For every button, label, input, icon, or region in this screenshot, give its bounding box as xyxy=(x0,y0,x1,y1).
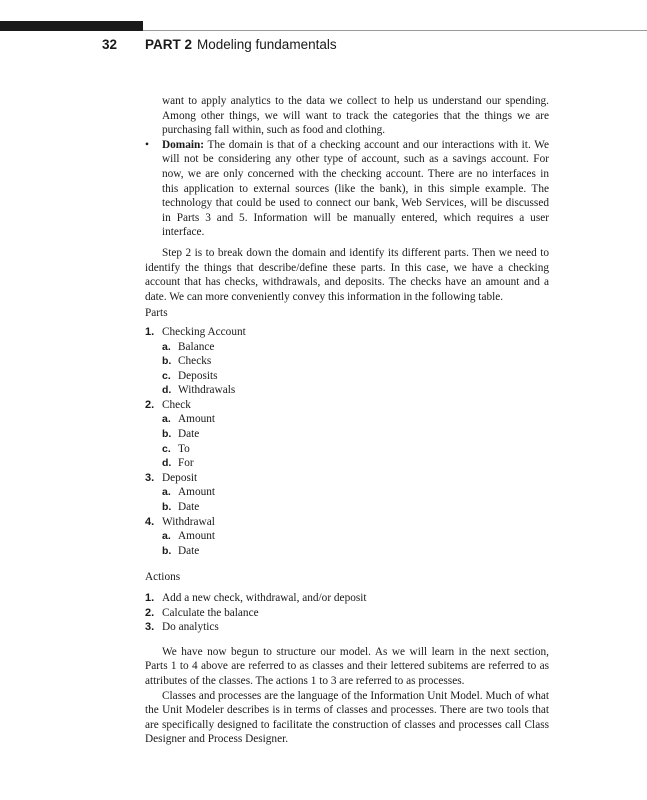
list-number: 1. xyxy=(145,325,155,338)
actions-list xyxy=(145,591,549,635)
attribute-item xyxy=(162,340,549,355)
list-number: 3. xyxy=(145,471,155,484)
parts-list-item xyxy=(145,515,549,559)
attribute-item xyxy=(162,456,549,471)
action-name: Do analytics xyxy=(162,621,219,634)
attribute-name: Balance xyxy=(178,340,215,353)
header-bar xyxy=(0,21,143,31)
attribute-list xyxy=(162,412,549,470)
part-label: PART 2 xyxy=(145,37,193,52)
paragraph-closing-1: We have now begun to structure our model. As we will learn in the next section, Parts 1 to 4 above are referred to as classes and their lettered subitems are referred to as attributes of the classes. The actions 1 to 3 are referred to as processes. xyxy=(145,645,549,687)
list-number: 2. xyxy=(145,606,155,619)
list-letter: c. xyxy=(162,442,171,455)
attribute-item xyxy=(162,412,549,427)
attribute-name: Date xyxy=(178,428,200,441)
list-number: 1. xyxy=(145,592,155,604)
attribute-item xyxy=(162,485,549,500)
bullet-text xyxy=(162,138,549,240)
header-rule xyxy=(143,30,647,31)
paragraph-step2: Step 2 is to break down the domain and identify its different parts. Then we need to identify the things that describe/define these parts. In this case, we have a checking account that has checks, withdrawals, and deposits. The checks have an amount and a date. We can more conveniently convey this information in the following table. xyxy=(145,246,549,303)
attribute-name: Amount xyxy=(178,486,216,499)
list-letter: b. xyxy=(162,355,172,368)
page-body xyxy=(145,94,549,747)
list-letter: b. xyxy=(162,544,172,557)
bullet-domain xyxy=(145,138,549,240)
list-number: 3. xyxy=(145,621,155,634)
attribute-name: Deposits xyxy=(178,369,218,382)
list-letter: d. xyxy=(162,457,172,470)
attribute-name: For xyxy=(178,457,194,470)
action-name: Calculate the balance xyxy=(162,606,259,619)
bullet-term: Domain: xyxy=(162,138,205,151)
list-letter: d. xyxy=(162,384,172,397)
attribute-item xyxy=(162,427,549,442)
attribute-name: Date xyxy=(178,544,200,557)
attribute-list xyxy=(162,485,549,514)
attribute-item xyxy=(162,529,549,544)
attribute-name: Withdrawals xyxy=(178,384,236,397)
list-letter: a. xyxy=(162,413,171,426)
parts-list-item xyxy=(145,398,549,471)
attribute-item xyxy=(162,544,549,559)
parts-list-item xyxy=(145,471,549,515)
attribute-name: Amount xyxy=(178,530,216,543)
bullet-body: The domain is that of a checking account and our interactions with it. We will not be considering any other type of account, such as a savings account. For now, we are only concerned with the checking account. There are no interfaces in this application to external sources (like the bank), in this simple example. The technology that could be used to connect our bank, Web Services, will be discussed in Parts 3 and 5. Information will be manually entered, which requires a user interface. xyxy=(162,138,549,239)
attribute-item xyxy=(162,500,549,515)
parts-list xyxy=(145,325,549,559)
bullet-continuation: want to apply analytics to the data we collect to help us understand our spending. Among other things, we will want to track the categories that the things we are purchasing fall within, such as food and clothing. xyxy=(162,95,549,137)
paragraph-closing-2: Classes and processes are the language of the Information Unit Model. Much of what the Unit Modeler describes is in terms of classes and processes. There are two tools that are specifically designed to facilitate the construction of classes and processes call Class Designer and Process Designer. xyxy=(145,689,549,746)
attribute-item xyxy=(162,354,549,369)
list-letter: a. xyxy=(162,340,171,353)
list-letter: a. xyxy=(162,486,171,499)
attribute-name: Checks xyxy=(178,355,212,368)
attribute-list xyxy=(162,529,549,558)
actions-label: Actions xyxy=(145,571,181,584)
parts-label: Parts xyxy=(145,307,168,320)
attribute-list xyxy=(162,340,549,398)
list-number: 2. xyxy=(145,398,155,411)
list-letter: b. xyxy=(162,428,172,441)
attribute-item xyxy=(162,369,549,384)
list-number: 4. xyxy=(145,515,155,528)
actions-list-item xyxy=(145,591,549,606)
bullet-marker: • xyxy=(145,138,149,151)
list-letter: a. xyxy=(162,530,171,543)
attribute-item xyxy=(162,442,549,457)
part-name: Withdrawal xyxy=(162,515,215,528)
action-name: Add a new check, withdrawal, and/or deposit xyxy=(162,592,367,604)
list-letter: c. xyxy=(162,369,171,382)
attribute-name: Amount xyxy=(178,413,216,426)
attribute-name: To xyxy=(178,442,190,455)
actions-list-item xyxy=(145,620,549,635)
parts-list-item xyxy=(145,325,549,398)
part-name: Check xyxy=(162,398,191,411)
section-title: Modeling fundamentals xyxy=(197,37,337,52)
part-name: Checking Account xyxy=(162,325,246,338)
page-number: 32 xyxy=(102,37,118,52)
list-letter: b. xyxy=(162,501,172,514)
part-name: Deposit xyxy=(162,471,198,484)
actions-list-item xyxy=(145,606,549,621)
attribute-name: Date xyxy=(178,501,200,514)
attribute-item xyxy=(162,383,549,398)
